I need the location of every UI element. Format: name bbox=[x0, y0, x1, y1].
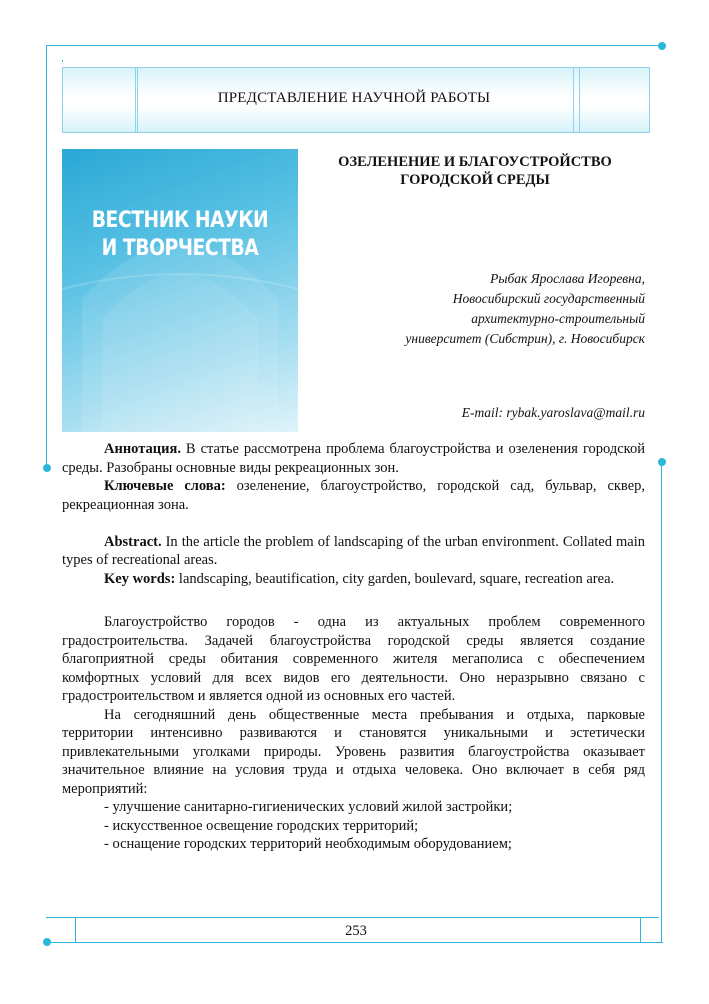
article-title bbox=[300, 153, 650, 189]
frame-top-line bbox=[46, 45, 663, 46]
frame-right-line bbox=[661, 462, 662, 942]
section-title: ПРЕДСТАВЛЕНИЕ НАУЧНОЙ РАБОТЫ bbox=[217, 90, 491, 106]
footer-top-line bbox=[46, 917, 659, 918]
abstract-ru-label: Аннотация. bbox=[104, 441, 181, 457]
cover-logo-line1: ВЕСТНИК НАУКИ bbox=[91, 208, 269, 233]
paragraph-1: Благоустройство городов - одна из актуальных проблем современного градостроительства. Задачей благоустройства городской среды является создание благоприятной среды обитания современного жителя мегаполиса с обеспечением комфортных условий для всех видов его деятельности. Оно неразрывно связано с градостроительством и является одной из основных его частей. bbox=[62, 614, 645, 704]
page-number: 253 bbox=[345, 923, 367, 939]
author-affiliation-1: Новосибирский государственный bbox=[452, 291, 645, 306]
author-email: E-mail: rybak.yaroslava@mail.ru bbox=[461, 405, 645, 420]
author-name: Рыбак Ярослава Игоревна, bbox=[490, 271, 645, 286]
author-block bbox=[315, 269, 645, 349]
frame-left-line bbox=[46, 45, 47, 469]
abstract-en-label: Abstract. bbox=[104, 533, 162, 550]
keywords-en-text: landscaping, beautification, city garden, boulevard, square, recreation area. bbox=[175, 570, 615, 587]
abstract-ru-text: В статье рассмотрена проблема благоустройства и озеленения городской среды. Разобраны основные виды рекреационных зон. bbox=[62, 441, 645, 476]
author-affiliation-2: архитектурно-строительный bbox=[471, 311, 645, 326]
keywords-en bbox=[62, 570, 645, 589]
article-body bbox=[62, 440, 645, 854]
keywords-en-label: Key words: bbox=[104, 570, 176, 587]
frame-left-inner-line bbox=[62, 60, 63, 62]
abstract-en bbox=[62, 533, 645, 570]
keywords-ru-label: Ключевые слова: bbox=[104, 478, 226, 494]
bullet-item-2: - искусственное освещение городских территорий; bbox=[104, 817, 419, 834]
keywords-ru bbox=[62, 477, 645, 514]
abstract-ru bbox=[62, 440, 645, 477]
frame-dot-bottom-left bbox=[43, 938, 51, 946]
header-divider-right-2 bbox=[579, 68, 580, 132]
author-affiliation-3: университет (Сибстрин), г. Новосибирск bbox=[405, 331, 645, 346]
frame-dot-right-mid bbox=[658, 458, 666, 466]
footer-bottom-line bbox=[46, 942, 663, 943]
frame-dot-left-mid bbox=[43, 464, 51, 472]
journal-cover-image bbox=[62, 149, 298, 432]
article-title-line1: ОЗЕЛЕНЕНИЕ И БЛАГОУСТРОЙСТВО bbox=[338, 154, 612, 170]
abstract-en-text: In the article the problem of landscaping of the urban environment. Collated main types of recreational areas. bbox=[62, 533, 645, 568]
frame-dot-top-right bbox=[658, 42, 666, 50]
cover-logo-line2: И ТВОРЧЕСТВА bbox=[101, 236, 259, 261]
cover-dome-graphic bbox=[62, 149, 298, 432]
article-title-line2: ГОРОДСКОЙ СРЕДЫ bbox=[400, 172, 550, 188]
keywords-ru-text: озеленение, благоустройство, городской сад, бульвар, сквер, рекреационная зона. bbox=[62, 478, 646, 513]
paragraph-2: На сегодняшний день общественные места пребывания и отдыха, парковые территории интенсивно развиваются и становятся уникальными и эстетически привлекательными уголками природы. Уровень развития благоустройства оказывает значительное влияние на условия труда и отдыха человека. Оно включает в себя ряд мероприятий: bbox=[62, 706, 645, 797]
bullet-item-1: - улучшение санитарно-гигиенических условий жилой застройки; bbox=[104, 799, 513, 815]
bullet-item-3: - оснащение городских территорий необходимым оборудованием; bbox=[104, 836, 512, 852]
header-divider-right bbox=[573, 68, 574, 132]
